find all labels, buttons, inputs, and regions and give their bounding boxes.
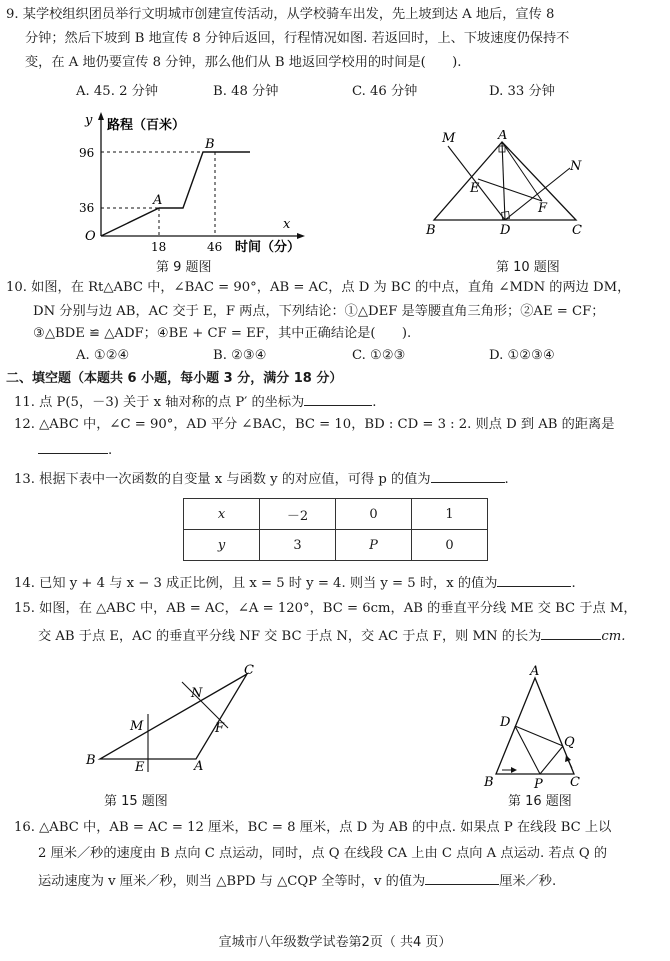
fig10-label-c: C [572,223,582,238]
q10-line3: ③△BDE ≌ △ADF；④BE + CF = EF，其中正确结论是( ). [33,326,412,341]
page-footer: 宣城市八年级数学试卷第2页（ 共4 页） [218,935,452,950]
q9-option-a: A. 45. 2 分钟 [76,84,159,99]
q13-answer-blank[interactable] [431,470,505,483]
q10-option-c: C. ①②③ [352,348,406,363]
fig15-label-f: F [215,721,225,736]
table-row [184,530,488,561]
fig9-y-label: y [85,113,93,128]
q9-option-d: D. 33 分钟 [489,84,555,99]
figure-16-caption: 第 16 题图 [508,794,572,809]
fig9-y-tick-96: 96 [79,146,95,160]
q14-answer-blank[interactable] [497,574,571,587]
section-2-heading: 二、填空题（本题共 6 小题，每小题 3 分，满分 18 分） [6,371,343,386]
fig9-origin: O [85,229,96,244]
fig15-label-b: B [86,753,96,768]
table-cell: －2 [260,499,336,530]
table-cell: 0 [336,499,412,530]
fig15-label-n: N [191,686,203,701]
table-cell: 1 [412,499,488,530]
q10-option-a: A. ①②④ [76,348,130,363]
q12-answer-blank[interactable] [38,441,108,454]
q10-option-b: B. ②③④ [213,348,267,363]
q9-line2: 分钟；然后下坡到 B 地宣传 8 分钟后返回，行程情况如图. 若返回时，上、下坡速度仍保持不 [25,31,570,46]
table-cell: 3 [260,530,336,561]
figure-15-caption: 第 15 题图 [104,794,168,809]
fig9-x-label: x [283,217,291,232]
figure-9-graph [75,106,315,256]
fig15-label-e: E [135,760,145,774]
figure-10-diagram [420,130,595,245]
q10-line1: 10. 如图，在 Rt△ABC 中，∠BAC = 90°，AB = AC，点 D 为 BC 的中点，直角 ∠MDN 的两边 DM， [6,280,631,295]
table-cell: y [184,530,260,561]
figure-9-caption: 第 9 题图 [156,260,212,275]
figure-10-caption: 第 10 题图 [496,260,560,275]
fig15-label-c: C [244,664,254,678]
fig16-label-a: A [530,664,540,679]
q12-line1: 12. △ABC 中，∠C = 90°，AD 平分 ∠BAC，BC = 10，BD : CD = 3 : 2. 则点 D 到 AB 的距离是 [14,417,615,432]
fig10-label-f: F [538,201,548,216]
q12-line2: . [38,441,112,460]
fig9-y-tick-36: 36 [79,201,95,215]
q11-text: 11. 点 P(5，－3) 关于 x 轴对称的点 P′ 的坐标为 . [14,395,377,410]
q11-answer-blank[interactable] [304,393,372,406]
fig9-y-title: 路程（百米） [107,118,186,133]
q10-option-d: D. ①②③④ [489,348,555,363]
figure-16-diagram [478,662,588,790]
q16-line1: 16. △ABC 中，AB = AC = 12 厘米，BC = 8 厘米，点 D 为 AB 的中点. 如果点 P 在线段 BC 上以 [14,820,612,835]
fig9-x-tick-18: 18 [151,240,167,254]
fig16-label-c: C [570,775,580,790]
q14-text: 14. 已知 y + 4 与 x − 3 成正比例，且 x = 5 时 y = 4. 则当 y = 5 时，x 的值为 . [14,576,576,591]
q9-option-b: B. 48 分钟 [213,84,279,99]
fig9-point-a: A [153,193,163,208]
q13-text: 13. 根据下表中一次函数的自变量 x 与函数 y 的对应值，可得 p 的值为 . [14,472,509,487]
fig16-label-q: Q [564,735,575,750]
q10-line2: DN 分别与边 AB，AC 交于 E，F 两点，下列结论：①△DEF 是等腰直角三角形；②AE = CF； [33,304,605,319]
figure-15-diagram [80,664,265,774]
fig16-label-b: B [484,775,494,790]
table-row [184,499,488,530]
q15-line2: 交 AB 于点 E，AC 的垂直平分线 NF 交 BC 于点 N，交 AC 于点 F，则 MN 的长为 cm. [38,629,626,644]
q15-answer-blank[interactable] [541,627,601,640]
fig10-label-e: E [470,181,480,196]
fig16-label-d: D [500,715,511,730]
q15-line1: 15. 如图，在 △ABC 中，AB = AC，∠A = 120°，BC = 6cm，AB 的垂直平分线 ME 交 BC 于点 M， [14,601,637,616]
fig15-label-a: A [194,759,204,774]
q16-line2: 2 厘米／秒的速度由 B 点向 C 点运动，同时，点 Q 在线段 CA 上由 C 点向 A 点运动. 若点 Q 的 [38,846,608,861]
fig10-label-a: A [498,130,508,143]
table-cell: x [184,499,260,530]
fig9-point-b: B [205,137,215,152]
table-cell: P [336,530,412,561]
fig10-label-b: B [426,223,436,238]
q13-value-table [183,498,488,561]
fig16-label-p: P [534,777,543,790]
fig10-label-m: M [442,131,456,146]
table-cell: 0 [412,530,488,561]
fig15-label-m: M [130,719,144,734]
fig10-label-d: D [500,223,511,238]
fig9-x-tick-46: 46 [207,240,223,254]
q16-line3: 运动速度为 v 厘米／秒，则当 △BPD 与 △CQP 全等时，v 的值为 厘米／秒. [38,874,557,889]
fig9-x-title: 时间（分） [235,240,301,255]
fig10-label-n: N [570,159,582,174]
q9-line1: 9. 某学校组织团员举行文明城市创建宣传活动，从学校骑车出发，先上坡到达 A 地后，宣传 8 [6,7,555,22]
q9-option-c: C. 46 分钟 [352,84,418,99]
q16-answer-blank[interactable] [425,872,499,885]
q9-line3: 变，在 A 地仍要宣传 8 分钟，那么他们从 B 地返回学校用的时间是( ). [25,55,462,70]
